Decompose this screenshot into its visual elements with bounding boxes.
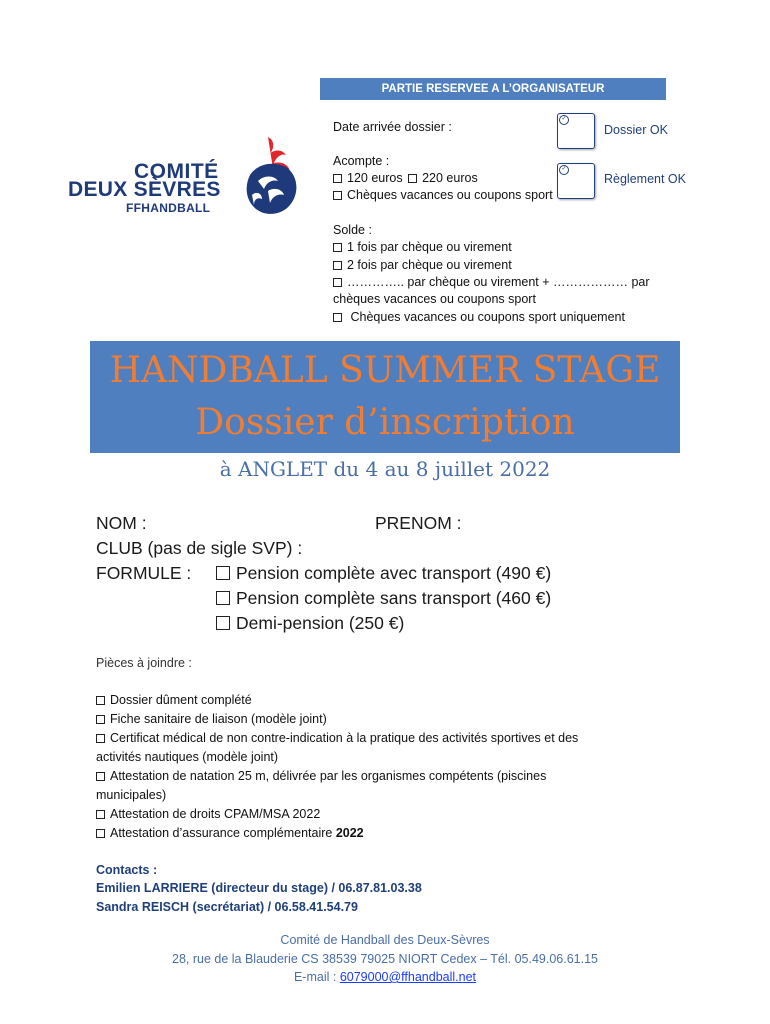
date-arrivee-label: Date arrivée dossier :: [333, 120, 452, 134]
logo-text-ffhandball: FFHANDBALL: [126, 201, 211, 215]
pieces-item-4-checkbox[interactable]: [96, 772, 105, 781]
acompte-cheques-option: Chèques vacances ou coupons sport: [333, 187, 553, 204]
pieces-item-4: Attestation de natation 25 m, délivrée par les organismes compétents (piscines: [96, 767, 546, 786]
pieces-item-1-checkbox[interactable]: [96, 696, 105, 705]
pieces-item-3-cont: activités nautiques (modèle joint): [96, 750, 279, 764]
logo-text-comite: COMITÉ: [134, 160, 219, 183]
pieces-item-6: Attestation d’assurance complémentaire 2022: [96, 824, 364, 843]
solde-2-checkbox[interactable]: [333, 261, 342, 270]
pieces-item-5: Attestation de droits CPAM/MSA 2022: [96, 805, 320, 824]
acompte-options: 120 euros 220 euros: [333, 170, 478, 187]
acompte-cheques-checkbox[interactable]: [333, 191, 342, 200]
contacts-title: Contacts :: [96, 863, 158, 877]
organizer-header: PARTIE RESERVEE A L’ORGANISATEUR: [320, 78, 666, 100]
comite-logo: [66, 135, 306, 225]
pieces-item-3-checkbox[interactable]: [96, 734, 105, 743]
pieces-item-6-checkbox[interactable]: [96, 829, 105, 838]
pieces-item-2-checkbox[interactable]: [96, 715, 105, 724]
pieces-item-4-cont: municipales): [96, 788, 167, 802]
reglement-ok-label: Règlement OK: [604, 172, 686, 186]
footer-address: 28, rue de la Blauderie CS 38539 79025 NIORT Cedex – Tél. 05.49.06.61.15: [172, 952, 598, 966]
contact-secretariat: Sandra REISCH (secrétariat) / 06.58.41.54.79: [96, 900, 358, 914]
acompte-label: Acompte :: [333, 154, 390, 168]
banner-title: HANDBALL SUMMER STAGE: [109, 350, 661, 391]
solde-3-checkbox[interactable]: [333, 278, 342, 287]
pieces-item-3: Certificat médical de non contre-indication à la pratique des activités sportives et des: [96, 729, 578, 748]
acompte-220-checkbox[interactable]: [408, 174, 417, 183]
solde-label: Solde :: [333, 223, 372, 237]
logo-text-deux-sevres: DEUX SÈVRES: [68, 178, 221, 201]
formule-label: FORMULE :: [96, 563, 192, 583]
acompte-120-checkbox[interactable]: [333, 174, 342, 183]
footer-org-name: Comité de Handball des Deux-Sèvres: [280, 933, 490, 947]
pieces-item-5-checkbox[interactable]: [96, 810, 105, 819]
footer-email: E-mail : 6079000@ffhandball.net: [293, 970, 477, 984]
dossier-ok-label: Dossier OK: [604, 123, 668, 137]
contact-directeur: Emilien LARRIERE (directeur du stage) / 06.87.81.03.38: [96, 881, 422, 895]
banner-subtitle: Dossier d’inscription: [195, 402, 575, 443]
formule-option-3-checkbox[interactable]: [216, 616, 230, 630]
solde-option-1: 1 fois par chèque ou virement: [333, 239, 512, 256]
formule-option-2-checkbox[interactable]: [216, 591, 230, 605]
rooster-logo-icon: [238, 135, 308, 221]
club-label: CLUB (pas de sigle SVP) :: [96, 538, 303, 558]
formule-option-1: Pension complète avec transport (490 €): [216, 561, 551, 586]
dossier-ok-checkbox[interactable]: ✓: [557, 113, 595, 149]
formule-option-2: Pension complète sans transport (460 €): [216, 586, 551, 611]
solde-option-4: Chèques vacances ou coupons sport uniquement: [333, 309, 625, 326]
solde-option-2: 2 fois par chèque ou virement: [333, 257, 512, 274]
footer-email-link[interactable]: 6079000@ffhandball.net: [339, 970, 477, 984]
nom-label: NOM :: [96, 513, 147, 533]
solde-4-checkbox[interactable]: [333, 313, 342, 322]
prenom-label: PRENOM :: [375, 513, 462, 533]
pieces-title: Pièces à joindre :: [96, 656, 192, 670]
pieces-item-2: Fiche sanitaire de liaison (modèle joint): [96, 710, 327, 729]
solde-1-checkbox[interactable]: [333, 243, 342, 252]
event-subtitle: à ANGLET du 4 au 8 juillet 2022: [219, 457, 551, 481]
formule-option-1-checkbox[interactable]: [216, 566, 230, 580]
solde-option-3-cont: chèques vacances ou coupons sport: [333, 292, 536, 306]
reglement-ok-checkbox[interactable]: ✓: [557, 163, 595, 199]
pieces-item-1: Dossier dûment complété: [96, 691, 252, 710]
formule-option-3: Demi-pension (250 €): [216, 611, 404, 636]
title-banner: [90, 341, 680, 453]
solde-option-3: ………….. par chèque ou virement + ……………… par: [333, 274, 650, 291]
